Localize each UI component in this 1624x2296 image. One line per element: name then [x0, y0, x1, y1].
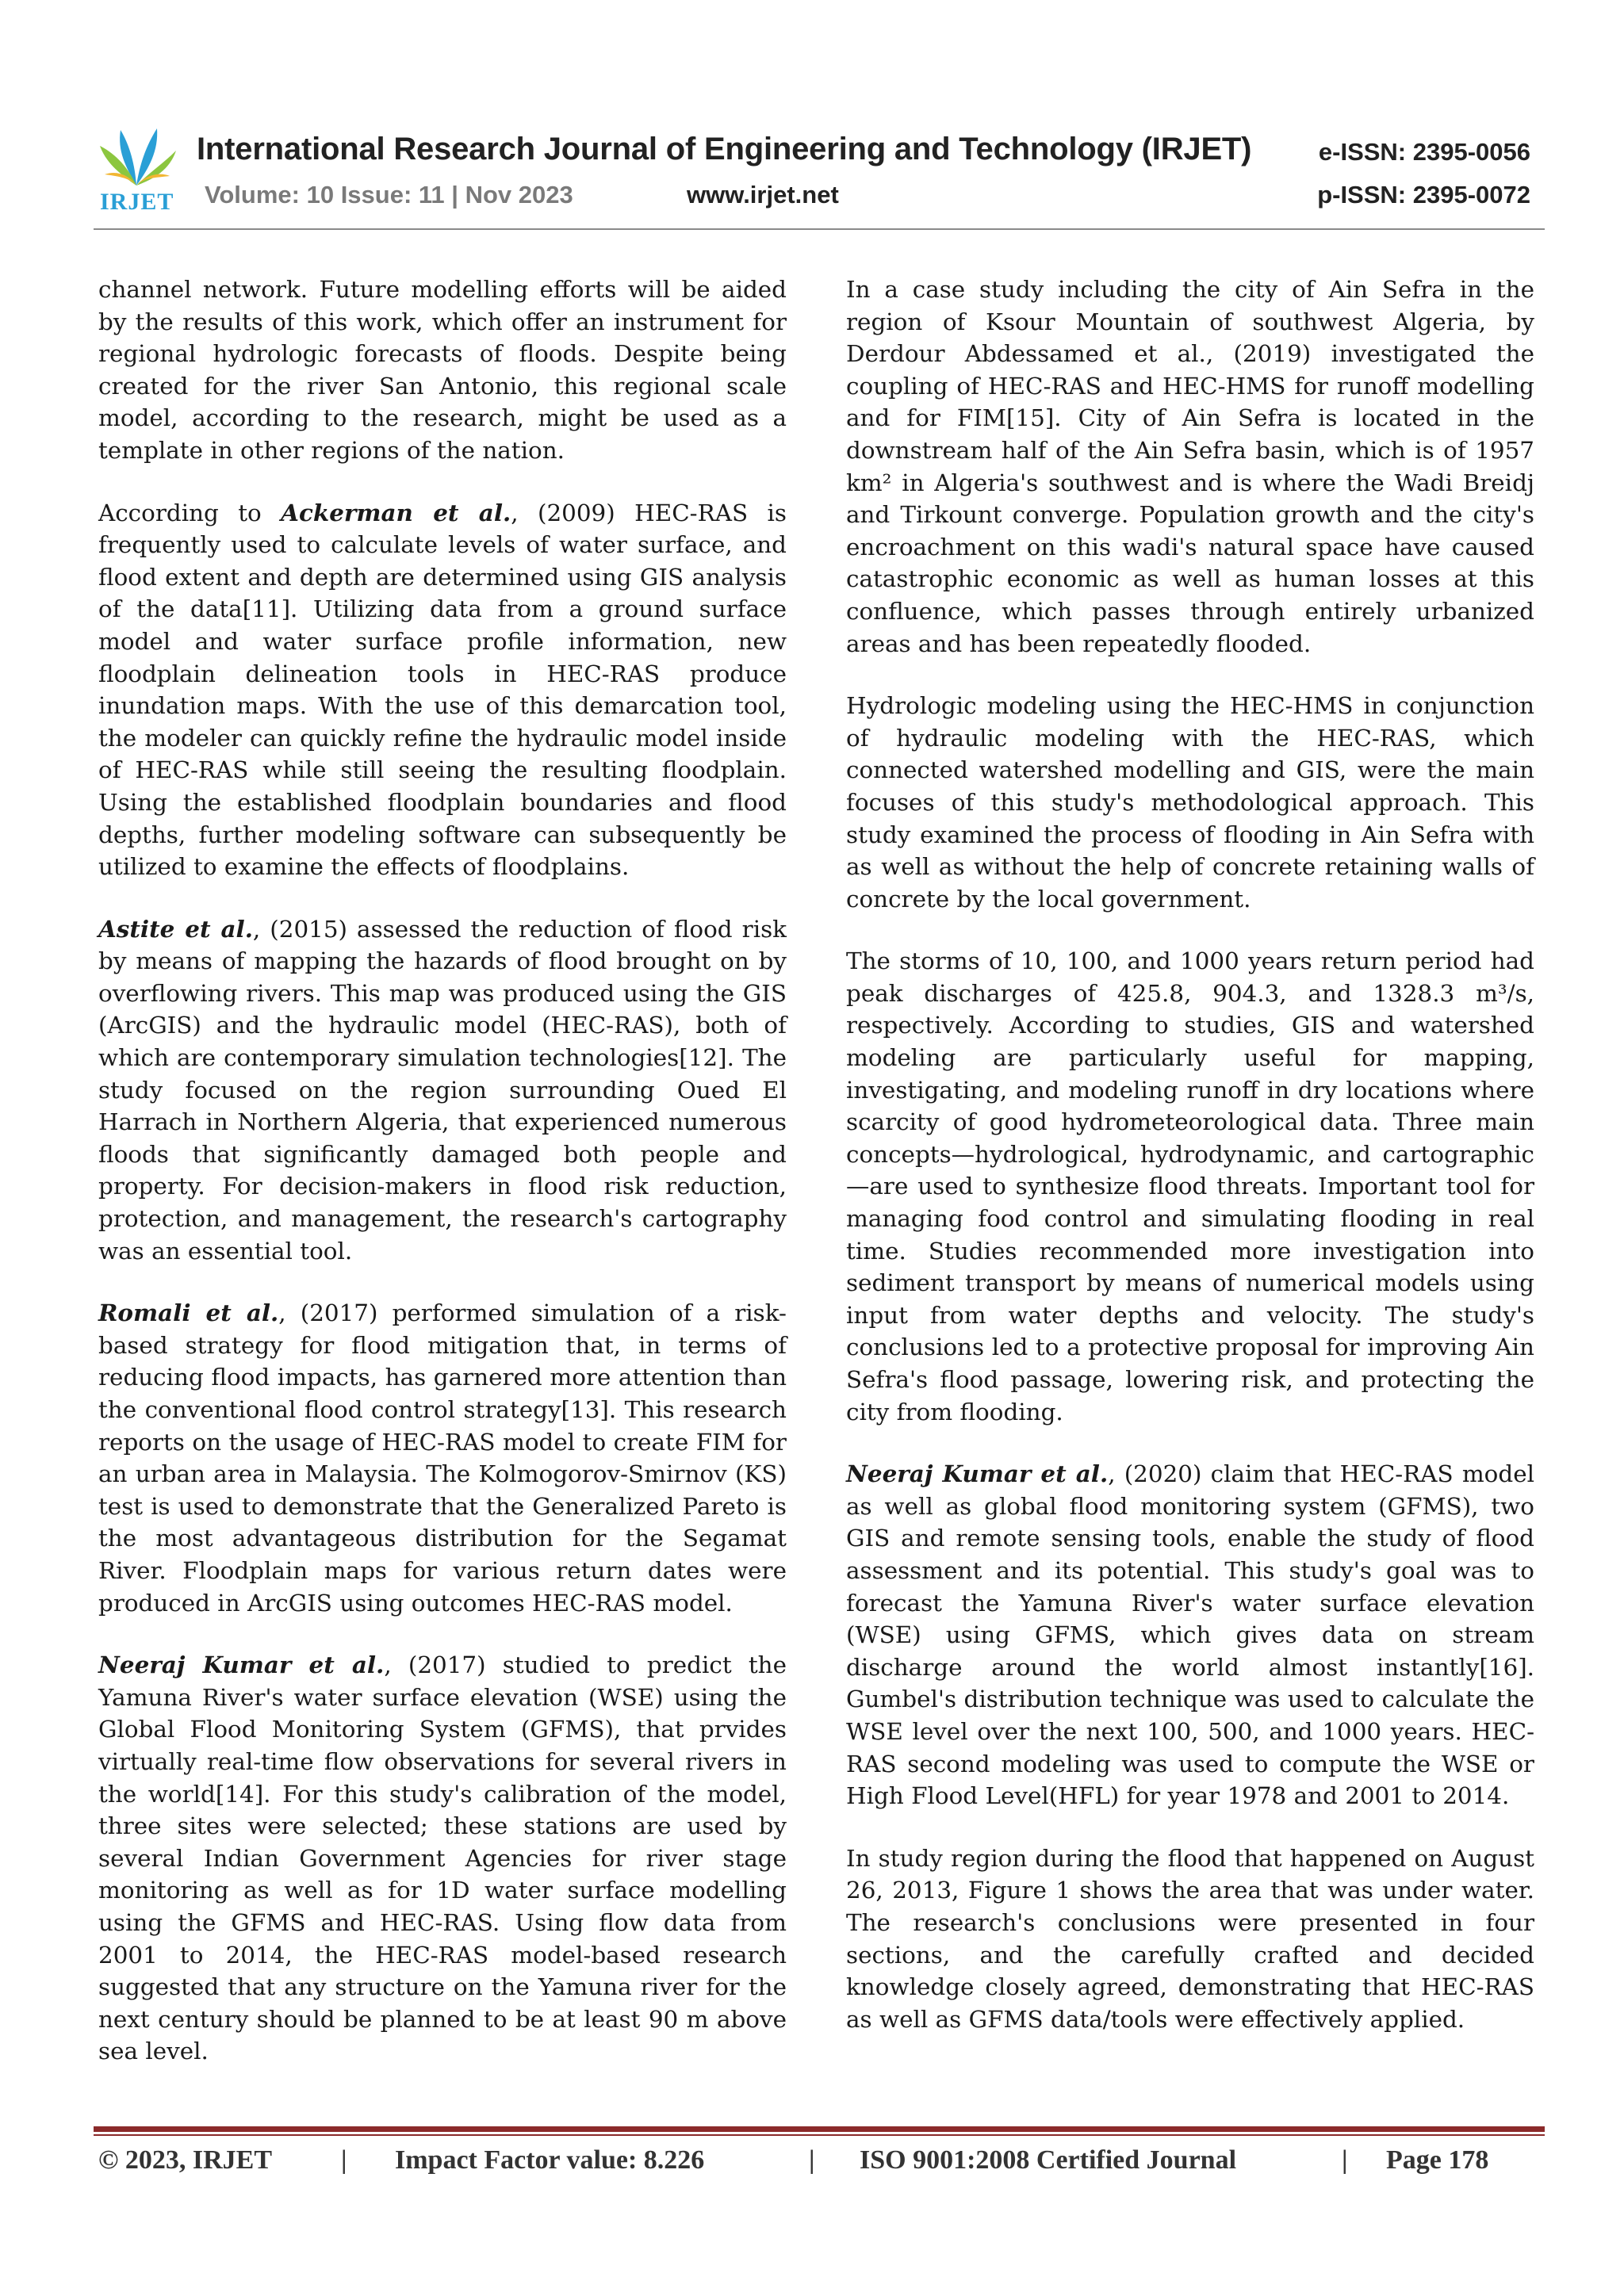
- volume-info: Volume: 10 Issue: 11 | Nov 2023: [205, 181, 573, 209]
- author-name: Romali et al.: [98, 1299, 279, 1327]
- footer-rule-thick: [94, 2126, 1545, 2132]
- footer-separator: |: [1342, 2145, 1348, 2175]
- journal-title: International Research Journal of Engineering and Technology (IRJET): [197, 132, 1252, 166]
- footer-rule-thin: [94, 2134, 1545, 2136]
- journal-website[interactable]: www.irjet.net: [687, 181, 839, 209]
- author-name: Astite et al.: [98, 914, 253, 943]
- author-name: Neeraj Kumar et al.: [846, 1460, 1109, 1488]
- paragraph-text: , (2020) claim that HEC-RAS model as well as global flood monitoring system (GFMS), two GIS and remote sensing tools, enable the study of flood assessment and its potential. This study's goal was to forecast the Yamuna River's water surface elevation (WSE) using GFMS, which gives data on stream discharge around the world almost instantly[16]. Gumbel's distribution technique was used to calculate the WSE level over the next 100, 500, and 1000 years. HEC-RAS second modeling was used to compute the WSE or High Flood Level(HFL) for year 1978 and 2001 to 2014.: [846, 1460, 1534, 1810]
- paragraph: In study region during the flood that happened on August 26, 2013, Figure 1 shows the area that was under water. The research's conclusions were presented in four sections, and the carefully crafted and decided knowledge closely agreed, demonstrating that HEC-RAS as well as GFMS data/tools were effectively applied.: [846, 1844, 1534, 2033]
- right-column: [846, 274, 1534, 2065]
- logo-leaves-icon: [94, 119, 179, 190]
- page-footer: [98, 2145, 1549, 2185]
- author-name: Neeraj Kumar et al.: [98, 1651, 385, 1679]
- irjet-logo: [94, 119, 179, 215]
- header-divider: [94, 228, 1545, 230]
- paragraph: [98, 497, 787, 883]
- paragraph-text: According to Ackerman et al., (2009) HEC-RAS is frequently used to calculate levels of water surface, and flood extent and depth are determined using GIS analysis of the data[11]. Utilizing data from a ground surface model and water surface profile information, new floodplain delineation tools in HEC-RAS produce inundation maps. With the use of this demarcation tool, the modeler can quickly refine the hydraulic model inside of HEC-RAS while still seeing the resulting floodplain. Using the established floodplain boundaries and flood depths, further modeling software can subsequently be utilized to examine the effects of floodplains.: [98, 498, 787, 881]
- left-column: [98, 274, 787, 2098]
- footer-separator: |: [341, 2145, 347, 2175]
- p-issn: p-ISSN: 2395-0072: [1317, 181, 1530, 209]
- paragraph: [98, 1649, 787, 2068]
- page-header: [94, 111, 1545, 227]
- footer-copyright: © 2023, IRJET: [98, 2145, 273, 2175]
- paragraph-text: In a case study including the city of Ain Sefra in the region of Ksour Mountain of southwest Algeria, by Derdour Abdessamed et al., (2019) investigated the coupling of HEC-RAS and HEC-HMS for runoff modelling and for FIM[15]. City of Ain Sefra is located in the downstream half of the Ain Sefra basin, which is of 1957 km² in Algeria's southwest and is where the Wadi Breidj and Tirkount converge. Population growth and the city's encroachment on this wadi's natural space have caused catastrophic economic as well as human losses at this confluence, which passes through entirely urbanized areas and has been repeatedly flooded.: [846, 276, 1534, 657]
- footer-impact-factor: Impact Factor value: 8.226: [395, 2145, 705, 2175]
- paragraph: [98, 1297, 787, 1619]
- footer-iso: ISO 9001:2008 Certified Journal: [860, 2145, 1237, 2175]
- paragraph-text: , (2017) performed simulation of a risk-based strategy for flood mitigation that, in terms of reducing flood impacts, has garnered more attention than the conventional flood control strategy[13]. This research reports on the usage of HEC-RAS model to create FIM for an urban area in Malaysia. The Kolmogorov-Smirnov (KS) test is used to demonstrate that the Generalized Pareto is the most advantageous distribution for the Segamat River. Floodplain maps for various return dates were produced in ArcGIS using outcomes HEC-RAS model.: [98, 1299, 787, 1617]
- paragraph: The storms of 10, 100, and 1000 years return period had peak discharges of 425.8, 904.3, and 1328.3 m³/s, respectively. According to studies, GIS and watershed modeling are particularly useful for mapping, investigating, and modeling runoff in dry locations where scarcity of good hydrometeorological data. Three main concepts—hydrological, hydrodynamic, and cartographic—are used to synthesize flood threats. Important tool for managing food control and simulating flooding in real time. Studies recommended more investigation into sediment transport by means of numerical models using input from water depths and velocity. The study's conclusions led to a protective proposal for improving Ain Sefra's flood passage, lowering risk, and protecting the city from flooding.: [846, 947, 1534, 1425]
- paragraph-text: , (2015) assessed the reduction of flood risk by means of mapping the hazards of flood brought on by overflowing rivers. This map was produced using the GIS (ArcGIS) and the hydraulic model (HEC-RAS), both of which are contemporary simulation technologies[12]. The study focused on the region surrounding Oued El Harrach in Northern Algeria, that experienced numerous floods that significantly damaged both people and property. For decision-makers in flood risk reduction, protection, and management, the research's cartography was an essential tool.: [98, 915, 787, 1265]
- paragraph: [98, 913, 787, 1268]
- paragraph: [846, 274, 1534, 660]
- logo-text: IRJET: [100, 189, 174, 215]
- author-name: Ackerman et al.: [281, 498, 511, 526]
- paragraph: channel network. Future modelling efforts will be aided by the results of this work, which offer an instrument for regional hydrologic forecasts of floods. Despite being created for the river San Antonio, this regional scale model, according to the research, might be used as a template in other regions of the nation.: [98, 276, 787, 464]
- paragraph: [846, 1458, 1534, 1812]
- footer-separator: |: [809, 2145, 815, 2175]
- paragraph: Hydrologic modeling using the HEC-HMS in conjunction of hydraulic modeling with the HEC-RAS, which connected watershed modelling and GIS, were the main focuses of this study's methodological approach. This study examined the process of flooding in Ain Sefra with as well as without the help of concrete retaining walls of concrete by the local government.: [846, 692, 1534, 913]
- footer-page-number: Page 178: [1386, 2145, 1489, 2175]
- paragraph-text: , (2017) studied to predict the Yamuna River's water surface elevation (WSE) using the Global Flood Monitoring System (GFMS), that prvides virtually real-time flow observations for several rivers in the world[14]. For this study's calibration of the model, three sites were selected; these stations are used by several Indian Government Agencies for river stage monitoring as well as for 1D water surface modelling using the GFMS and HEC-RAS. Using flow data from 2001 to 2014, the HEC-RAS model-based research suggested that any structure on the Yamuna river for the next century should be planned to be at least 90 m above sea level.: [98, 1651, 787, 2065]
- e-issn: e-ISSN: 2395-0056: [1318, 138, 1530, 166]
